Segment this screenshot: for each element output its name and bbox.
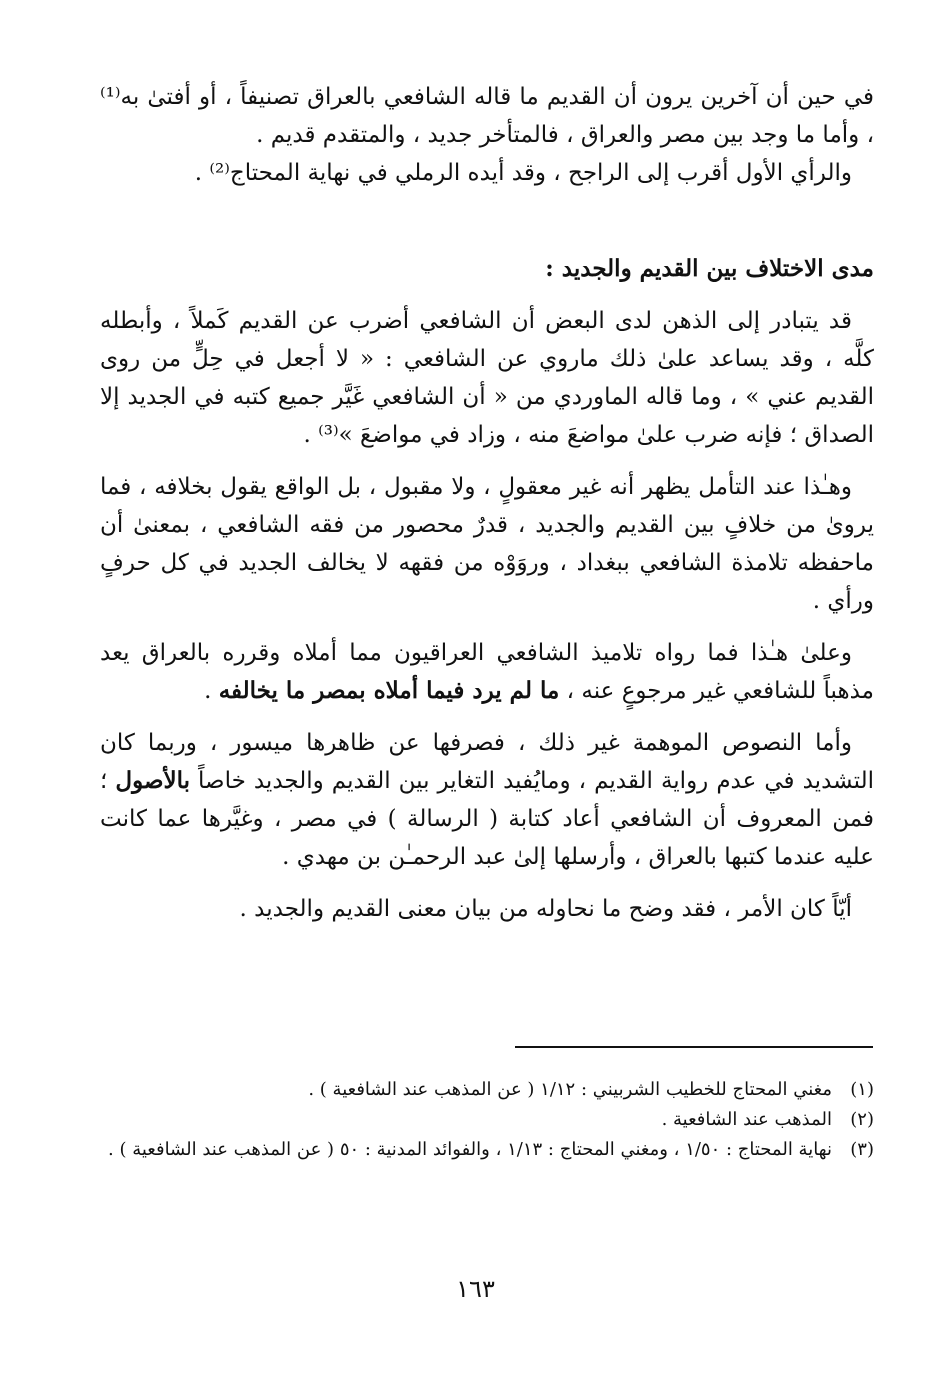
- paragraph-5-text: وعلىٰ هـٰذا فما رواه تلاميذ الشافعي العراقيون مما أملاه وقرره بالعراق يعد مذهباً للشافعي غير مرجوعٍ عنه ،: [100, 640, 874, 704]
- paragraph-6: [100, 724, 874, 876]
- footnote-number: (١): [850, 1079, 874, 1100]
- footnote-number: (٣): [850, 1139, 874, 1160]
- footnotes: [100, 1075, 874, 1165]
- paragraph-3: قد يتبادر إلى الذهن لدى البعض أن الشافعي أضرب عن القديم كَملاً ، وأبطله كلَّه ، وقد يساعد علىٰ ذلك ماروي عن الشافعي : « لا أجعل في حِلٍّ من روى القديم عني » ، وما قاله الماوردي من « أن الشافعي غَيَّر جميع كتبه في الجديد إلا الصداق ؛ فإنه ضرب علىٰ مواضعَ منه ، وزاد في مواضعَ »⁽³⁾ .: [100, 308, 874, 448]
- section-heading: مدى الاختلاف بين القديم والجديد :: [545, 255, 874, 282]
- paragraph-intro-1: في حين أن آخرين يرون أن القديم ما قاله الشافعي بالعراق تصنيفاً ، أو أفتىٰ به⁽¹⁾ ، وأما ما وجد بين مصر والعراق ، فالمتأخر جديد ، والمتقدم قديم .: [100, 84, 874, 148]
- footnote-3: [100, 1135, 874, 1165]
- paragraph-5-end: .: [204, 678, 219, 704]
- footnote-text: نهاية المحتاج : ١/٥٠ ، ومغني المحتاج : ١/١٣ ، والفوائد المدنية : ٥٠ ( عن المذهب عند الشافعية ) .: [108, 1139, 832, 1160]
- footnote-1: [100, 1075, 874, 1105]
- section-block: [100, 250, 874, 928]
- page-number: ١٦٣: [456, 1275, 495, 1303]
- footnote-text: مغني المحتاج للخطيب الشربيني : ١/١٢ ( عن المذهب عند الشافعية ) .: [308, 1079, 832, 1100]
- paragraph-7: أيّاً كان الأمر ، فقد وضح ما نحاوله من بيان معنى القديم والجديد .: [239, 896, 852, 922]
- paragraph-intro-2: والرأي الأول أقرب إلى الراجح ، وقد أيده الرملي في نهاية المحتاج⁽²⁾ .: [194, 160, 852, 186]
- paragraph-6-text: وأما النصوص الموهمة غير ذلك ، فصرفها عن ظاهرها ميسور ، وربما كان التشديد في عدم رواية القديم ، ومايُفيد التغاير بين القديم والجديد خاصاً: [100, 730, 874, 794]
- paragraph-4: وهـٰذا عند التأمل يظهر أنه غير معقولٍ ، ولا مقبول ، بل الواقع يقول بخلافه ، فما يروىٰ من خلافٍ بين القديم والجديد ، قدرٌ محصور من فقه الشافعي ، بمعنىٰ أن ماحفظه تلامذة الشافعي ببغداد ، وروَوْه من فقهه لا يخالف الجديد في كل حرفٍ ورأي .: [100, 474, 874, 614]
- intro-block: [100, 78, 874, 192]
- paragraph-6-bold: بالأصول: [115, 767, 191, 794]
- footnote-2: [100, 1105, 874, 1135]
- paragraph-5-bold: ما لم يرد فيما أملاه بمصر ما يخالفه: [218, 677, 560, 704]
- paragraph-5: [100, 634, 874, 710]
- paragraph-6-end: ؛ فمن المعروف أن الشافعي أعاد كتابة ( الرسالة ) في مصر ، وغيَّرها عما كانت عليه عندما كتبها بالعراق ، وأرسلها إلىٰ عبد الرحمـٰن بن مهدي .: [100, 768, 874, 870]
- footnote-number: (٢): [850, 1109, 874, 1130]
- footnote-separator: [515, 1046, 873, 1048]
- footnote-text: المذهب عند الشافعية .: [661, 1109, 832, 1130]
